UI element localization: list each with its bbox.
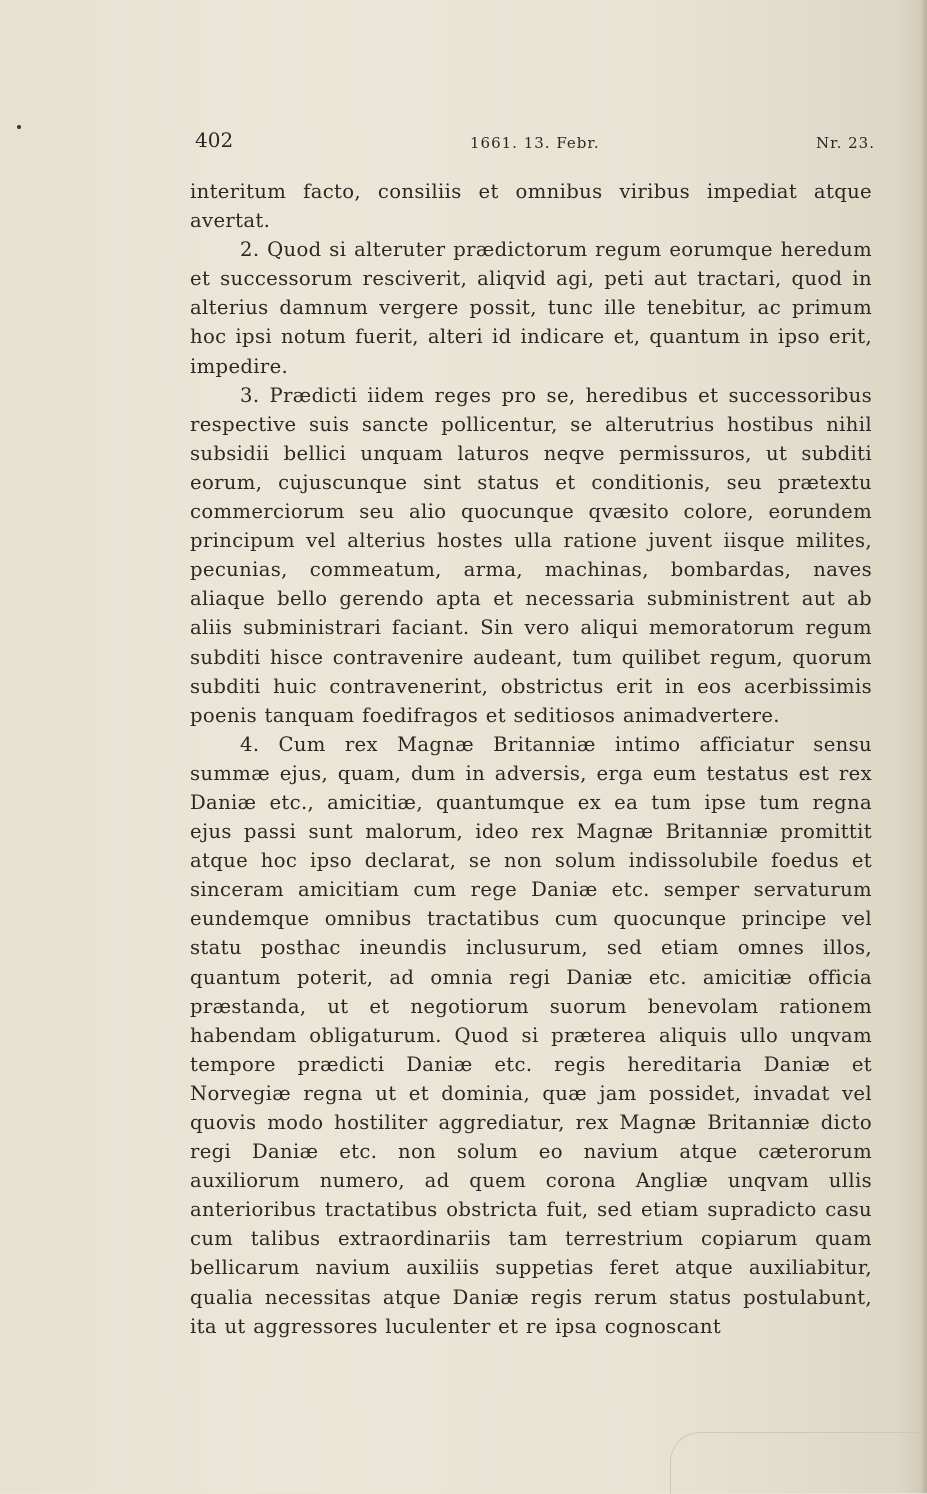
page-edge-shadow [921, 0, 927, 1493]
body-text [190, 177, 872, 1341]
running-header [195, 128, 875, 154]
header-date: 1661. 13. Febr. [470, 134, 600, 152]
paragraph-article-4: 4. Cum rex Magnæ Britanniæ intimo afficiatur sensu summæ ejus, quam, dum in adversis, erga eum testatus est rex Daniæ etc., amicitiæ, quantumque ex ea tum ipse tum regna ejus passi sunt malorum, ideo rex Magnæ Britanniæ promittit atque hoc ipso declarat, se non solum indissolubile foedus et sinceram amicitiam cum rege Daniæ etc. semper servaturum eundemque omnibus tractatibus cum quocunque principe vel statu posthac ineundis inclusurum, sed etiam omnes illos, quantum poterit, ad omnia regi Daniæ etc. amicitiæ officia præstanda, ut et negotiorum suorum benevolam rationem habendam obligaturum. Quod si præterea aliquis ullo unqvam tempore prædicti Daniæ etc. regis hereditaria Daniæ et Norvegiæ regna ut et dominia, quæ jam possidet, invadat vel quovis modo hostiliter aggrediatur, rex Magnæ Britanniæ dicto regi Daniæ etc. non solum eo navium atque cæterorum auxiliorum numero, ad quem corona Angliæ unqvam ullis anterioribus tractatibus obstricta fuit, sed etiam supradicto casu cum talibus extraordinariis tam terrestrium copiarum quam bellicarum navium auxiliis suppetias feret atque auxiliabitur, qualia necessitas atque Daniæ regis rerum status postulabunt, ita ut aggressores luculenter et re ipsa cognoscant [190, 732, 872, 1338]
paragraph-continuation: interitum facto, consiliis et omnibus viribus impediat atque avertat. [190, 180, 872, 233]
ink-dot [17, 125, 21, 129]
paragraph-article-3: 3. Prædicti iidem reges pro se, heredibus et successoribus respective suis sancte pollicentur, se alterutrius hostibus nihil subsidii bellici unquam laturos neqve permissuros, ut subditi eorum, cujuscunque sint status et conditionis, seu prætextu commerciorum seu alio quocunque qvæsito colore, eorundem principum vel alterius hostes ulla ratione juvent iisque milites, pecunias, commeatum, arma, machinas, bombardas, naves aliaque bello gerendo apta et necessaria subministrent aut ab aliis subministrari faciant. Sin vero aliqui memoratorum regum subditi hisce contravenire audeant, tum quilibet regum, quorum subditi huic contravenerint, obstrictus erit in eos acerbissimis poenis tanquam foedifragos et seditiosos animadvertere. [190, 383, 872, 727]
document-number: Nr. 23. [815, 134, 875, 152]
paragraph-article-2: 2. Quod si alteruter prædictorum regum eorumque heredum et successorum resciverit, aliqvid agi, peti aut tractari, quod in alterius damnum vergere possit, tunc ille tenebitur, ac primum hoc ipsi notum fuerit, alteri id indicare et, quantum in ipso erit, impedire. [190, 238, 872, 378]
page-corner-fold [670, 1432, 926, 1494]
page-number: 402 [195, 128, 234, 152]
